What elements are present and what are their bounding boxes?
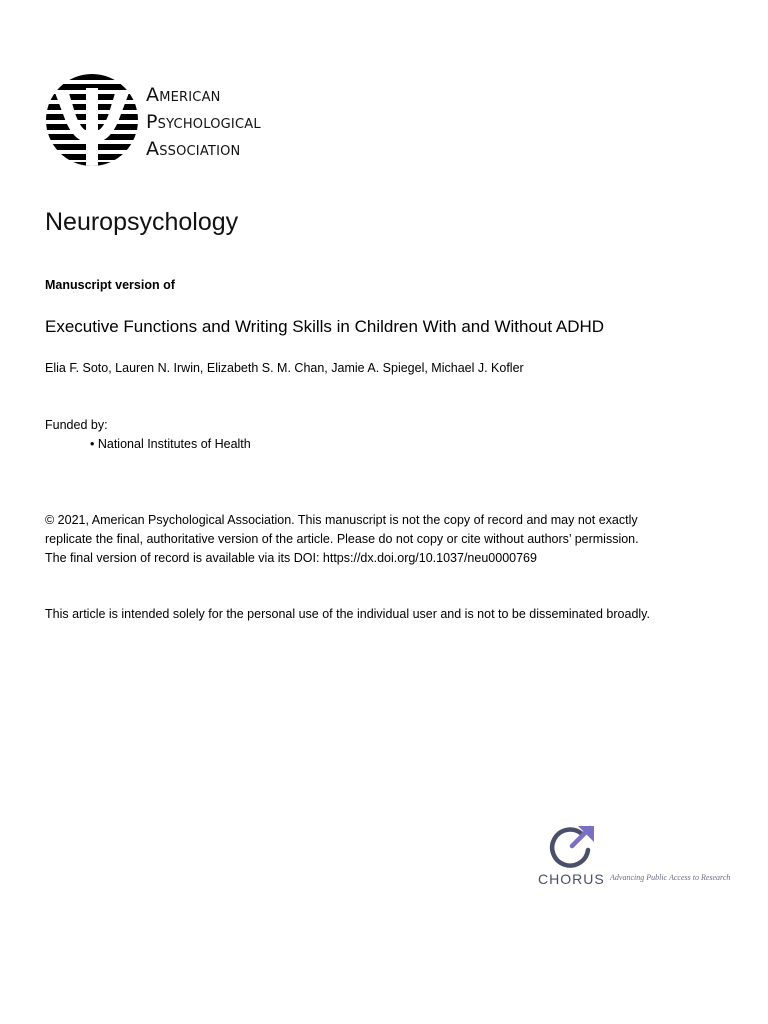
article-title: Executive Functions and Writing Skills in Children With and Without ADHD bbox=[45, 317, 605, 336]
copyright-notice bbox=[45, 511, 735, 568]
funded-by-label: Funded by: bbox=[45, 418, 108, 432]
apa-wordmark-line-3: Association bbox=[146, 138, 241, 160]
chorus-arrow-icon bbox=[546, 824, 596, 872]
copyright-line-3: The final version of record is available via its DOI: https://dx.doi.org/10.1037/neu0000769 bbox=[45, 551, 537, 565]
apa-psi-emblem-icon bbox=[46, 72, 138, 168]
copyright-line-1: © 2021, American Psychological Association. This manuscript is not the copy of record and may not exactly bbox=[45, 513, 638, 527]
apa-wordmark bbox=[146, 82, 261, 163]
journal-title: Neuropsychology bbox=[45, 208, 239, 236]
chorus-name: CHORUS bbox=[538, 871, 605, 887]
author-list: Elia F. Soto, Lauren N. Irwin, Elizabeth S. M. Chan, Jamie A. Spiegel, Michael J. Kofler bbox=[45, 361, 524, 375]
funder-item: • National Institutes of Health bbox=[90, 437, 251, 451]
manuscript-label: Manuscript version of bbox=[45, 278, 175, 292]
apa-wordmark-line-2: Psychological bbox=[146, 111, 261, 133]
copyright-line-2: replicate the final, authoritative version of the article. Please do not copy or cite without authors’ permission. bbox=[45, 532, 639, 546]
chorus-tagline: Advancing Public Access to Research bbox=[610, 873, 731, 882]
apa-logo bbox=[46, 72, 306, 168]
chorus-logo bbox=[536, 824, 736, 890]
personal-use-notice: This article is intended solely for the personal use of the individual user and is not to be disseminated broadly. bbox=[45, 607, 650, 621]
apa-wordmark-line-1: American bbox=[146, 84, 221, 106]
funder-list bbox=[90, 437, 251, 451]
